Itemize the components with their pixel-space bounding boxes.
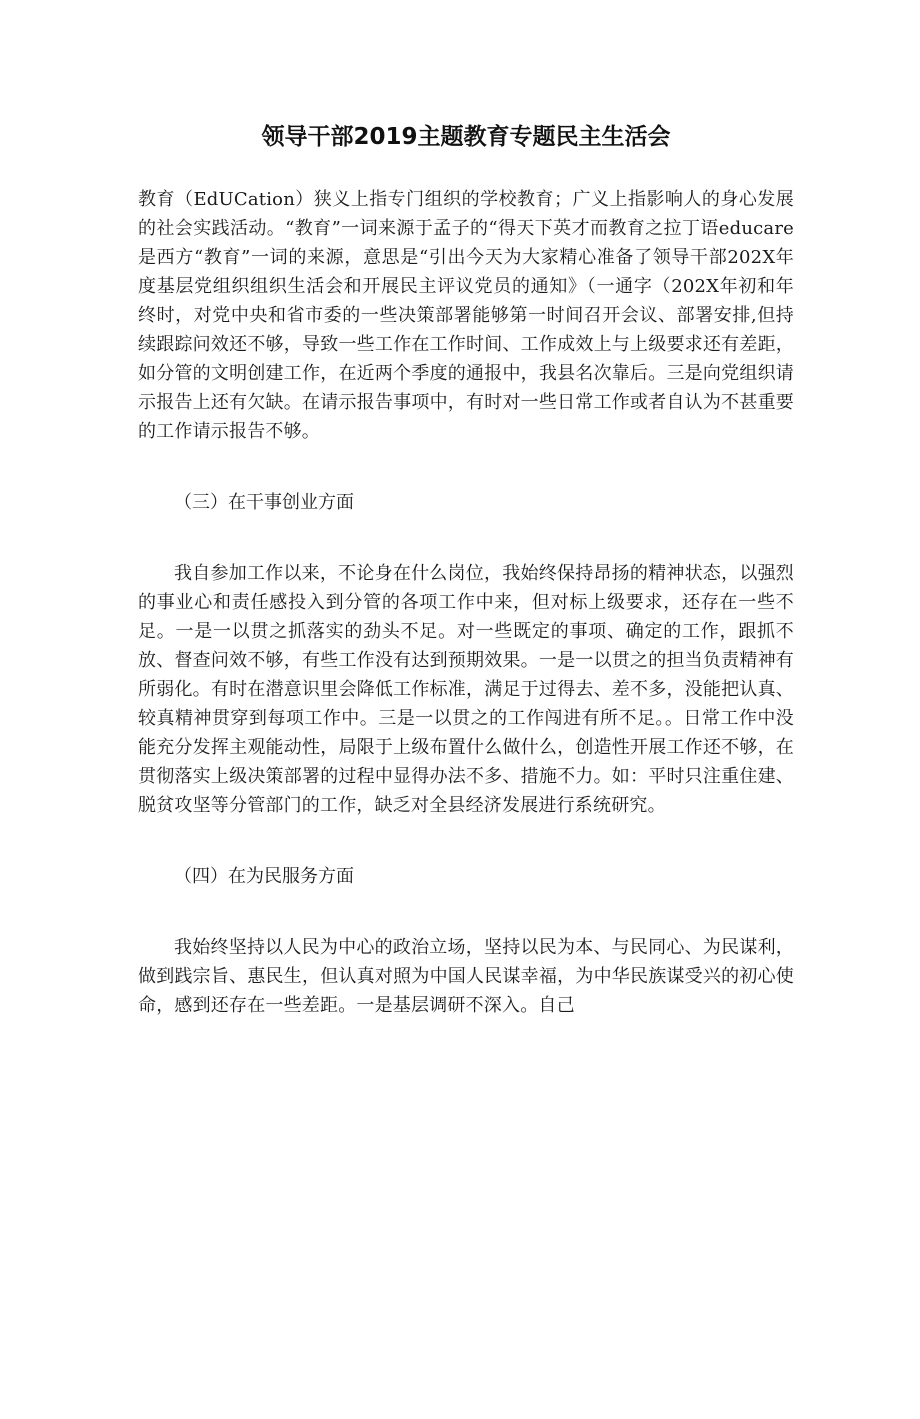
paragraph-intro: 教育（EdUCation）狭义上指专门组织的学校教育；广义上指影响人的身心发展的社会实践活动。“教育”一词来源于孟子的“得天下英才而教育之拉丁语educare是西方“教育”一词的来源，意思是“引出今天为大家精心准备了领导干部202X年度基层党组织组织生活会和开展民主评议党员的通知》（一通字（202X年初和年终时，对党中央和省市委的一些决策部署能够第一时间召开会议、部署安排,但持续跟踪问效还不够，导致一些工作在工作时间、工作成效上与上级要求还有差距，如分管的文明创建工作，在近两个季度的通报中，我县名次靠后。三是向党组织请示报告上还有欠缺。在请示报告事项中，有时对一些日常工作或者自认为不甚重要的工作请示报告不够。 [138,189,794,442]
section-heading-3: （三）在干事创业方面 [174,492,354,513]
document-page [0,118,920,1419]
section-heading-4: （四）在为民服务方面 [174,866,354,887]
paragraph-service: 我始终坚持以人民为中心的政治立场，坚持以民为本、与民同心、为民谋利，做到践宗旨、惠民生，但认真对照为中国人民谋幸福，为中华民族谋受兴的初心使命，感到还存在一些差距。一是基层调研不深入。自己 [138,937,794,1016]
paragraph-entrepreneurship: 我自参加工作以来，不论身在什么岗位，我始终保持昂扬的精神状态，以强烈的事业心和责任感投入到分管的各项工作中来，但对标上级要求，还存在一些不足。一是一以贯之抓落实的劲头不足。对一些既定的事项、确定的工作，跟抓不放、督查问效不够，有些工作没有达到预期效果。一是一以贯之的担当负责精神有所弱化。有时在潜意识里会降低工作标准，满足于过得去、差不多，没能把认真、较真精神贯穿到每项工作中。三是一以贯之的工作闯进有所不足。。日常工作中没能充分发挥主观能动性，局限于上级布置什么做什么，创造性开展工作还不够，在贯彻落实上级决策部署的过程中显得办法不多、措施不力。如：平时只注重住建、脱贫攻坚等分管部门的工作，缺乏对全县经济发展进行系统研究。 [138,563,794,816]
document-title: 领导干部2019主题教育专题民主生活会 [261,124,671,150]
